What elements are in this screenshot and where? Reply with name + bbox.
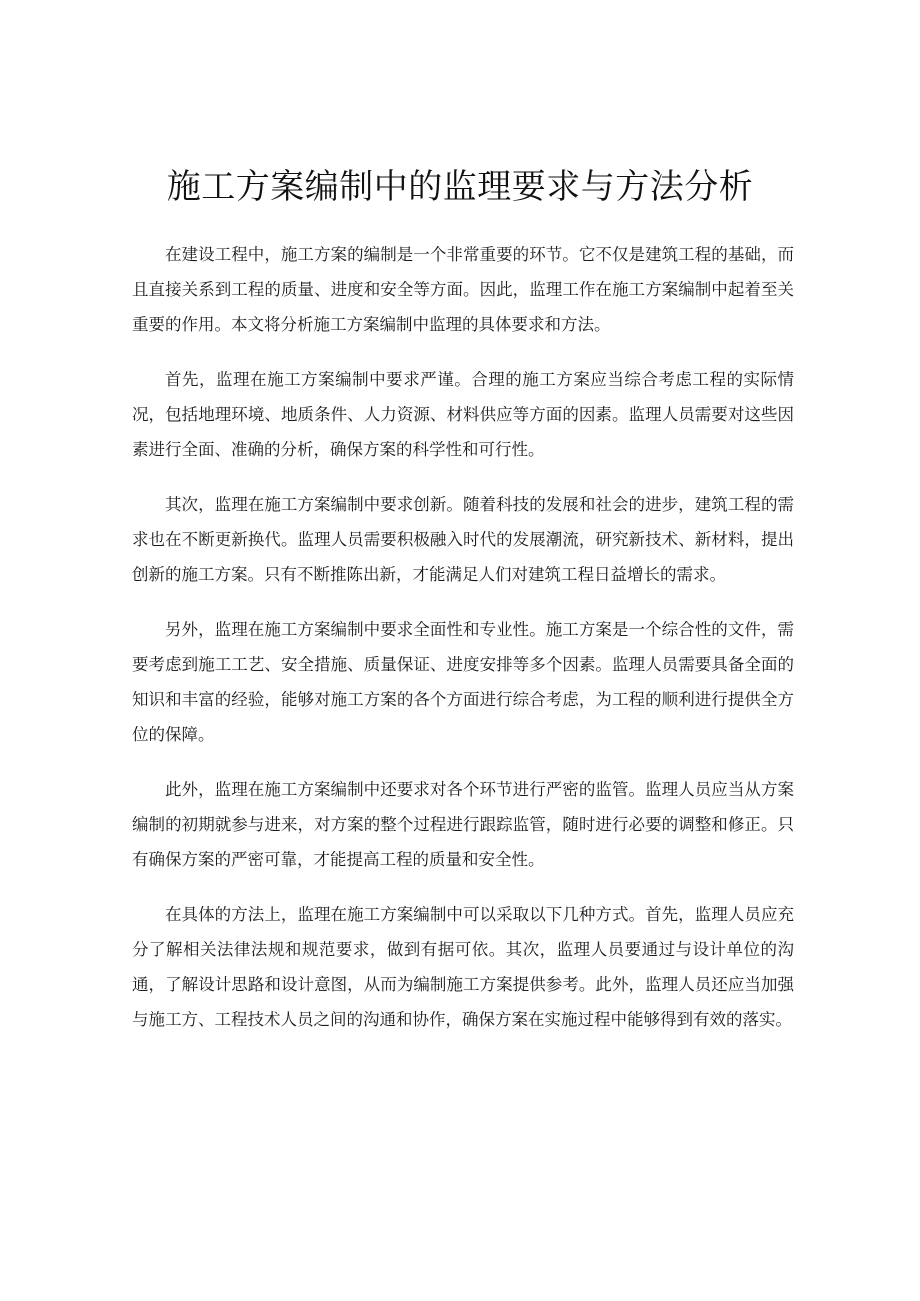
paragraph-supervision: 此外，监理在施工方案编制中还要求对各个环节进行严密的监管。监理人员应当从方案编制的初期就参与进来，对方案的整个过程进行跟踪监管，随时进行必要的调整和修正。只有确保方案的严密可靠，才能提高工程的质量和安全性。 — [132, 780, 794, 869]
page-title: 施工方案编制中的监理要求与方法分析 — [166, 167, 754, 207]
paragraph-rigor: 首先，监理在施工方案编制中要求严谨。合理的施工方案应当综合考虑工程的实际情况，包括地理环境、地质条件、人力资源、材料供应等方面的因素。监理人员需要对这些因素进行全面、准确的分析，确保方案的科学性和可行性。 — [132, 370, 794, 459]
paragraph-innovation: 其次，监理在施工方案编制中要求创新。随着科技的发展和社会的进步，建筑工程的需求也在不断更新换代。监理人员需要积极融入时代的发展潮流，研究新技术、新材料，提出创新的施工方案。只有不断推陈出新，才能满足人们对建筑工程日益增长的需求。 — [132, 495, 794, 584]
document-body — [132, 237, 794, 1057]
paragraph-intro: 在建设工程中，施工方案的编制是一个非常重要的环节。它不仅是建筑工程的基础，而且直接关系到工程的质量、进度和安全等方面。因此，监理工作在施工方案编制中起着至关重要的作用。本文将分析施工方案编制中监理的具体要求和方法。 — [132, 245, 794, 334]
paragraph-methods: 在具体的方法上，监理在施工方案编制中可以采取以下几种方式。首先，监理人员应充分了解相关法律法规和规范要求，做到有据可依。其次，监理人员要通过与设计单位的沟通，了解设计思路和设计意图，从而为编制施工方案提供参考。此外，监理人员还应当加强与施工方、工程技术人员之间的沟通和协作，确保方案在实施过程中能够得到有效的落实。 — [132, 905, 794, 1029]
paragraph-comprehensiveness: 另外，监理在施工方案编制中要求全面性和专业性。施工方案是一个综合性的文件，需要考虑到施工工艺、安全措施、质量保证、进度安排等多个因素。监理人员需要具备全面的知识和丰富的经验，能够对施工方案的各个方面进行综合考虑，为工程的顺利进行提供全方位的保障。 — [132, 620, 794, 744]
